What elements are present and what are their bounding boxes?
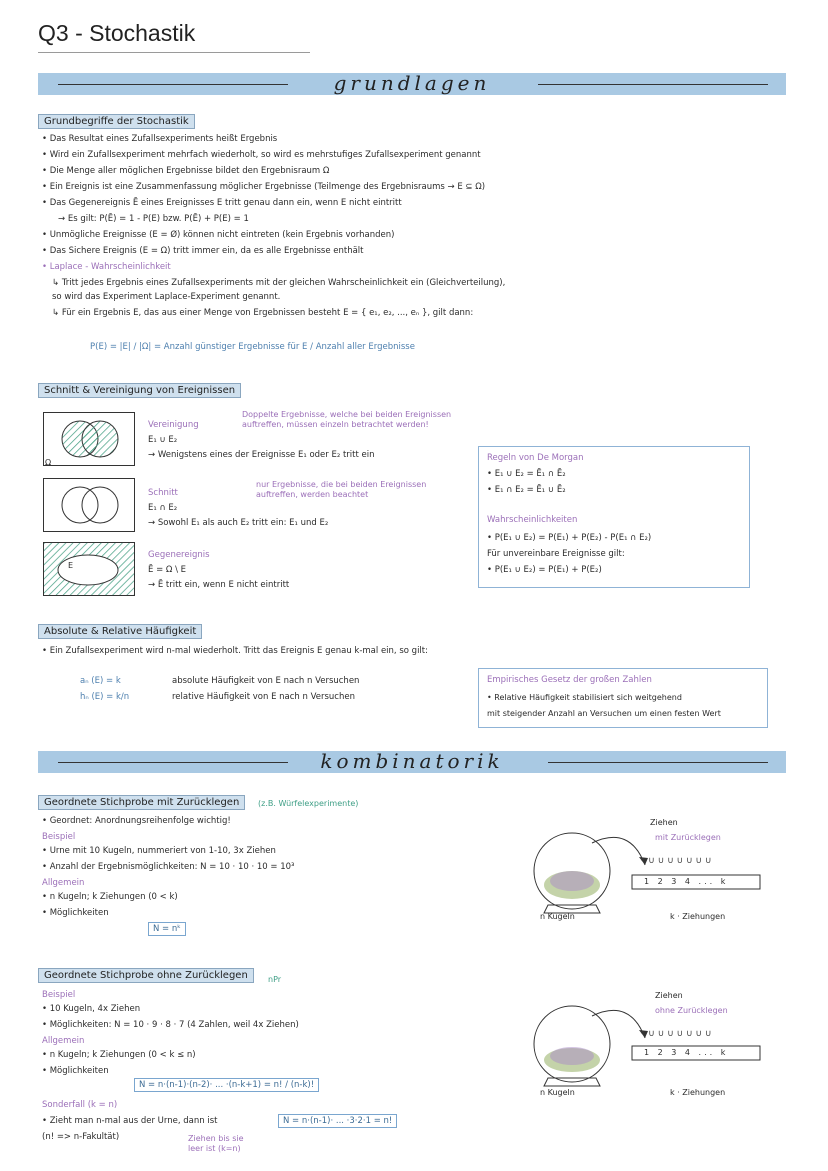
ohne-list [42, 990, 299, 1082]
list-item: • Unmögliche Ereignisse (E = Ø) können nicht eintreten (kein Ergebnis vorhanden) [42, 230, 395, 240]
abs-desc: absolute Häufigkeit von E nach n Versuchen [172, 676, 360, 686]
n-kugeln-label: n Kugeln [540, 1088, 575, 1097]
ohne-zuruecklegen-heading: Geordnete Stichprobe ohne Zurücklegen [38, 968, 254, 983]
haeufigkeit-intro: • Ein Zufallsexperiment wird n-mal wiederholt. Tritt das Ereignis E genau k-mal ein, so gilt: [42, 646, 428, 656]
morgan-rule: • E₁ ∪ E₂ = Ē₁ ∩ Ē₂ [487, 469, 566, 479]
e-label: E [68, 561, 74, 570]
mit-formula: N = nᵏ [148, 922, 186, 936]
venn-intersection-svg [44, 479, 134, 531]
sonderfall-formula: N = n·(n-1)· ... ·3·2·1 = n! [278, 1114, 397, 1128]
venn-union-svg [44, 413, 134, 465]
sonderfall-line: (n! => n-Fakultät) [42, 1132, 120, 1142]
list-item: • n Kugeln; k Ziehungen (0 < k ≤ n) [42, 1050, 196, 1060]
mit-heading-note: (z.B. Würfelexperimente) [258, 799, 359, 808]
list-item: • n Kugeln; k Ziehungen (0 < k) [42, 892, 178, 902]
urn-svg [520, 988, 780, 1103]
banner-title: grundlagen [333, 71, 491, 95]
schnitt-expr: E₁ ∩ E₂ [148, 503, 178, 513]
list-item: • Möglichkeiten: N = 10 · 9 · 8 · 7 (4 Zahlen, weil 4x Ziehen) [42, 1020, 299, 1030]
morgan-title: Regeln von De Morgan [487, 453, 584, 463]
list-item: • Geordnet: Anordnungsreihenfolge wichtig! [42, 816, 231, 826]
urn-diagram-mit [520, 815, 780, 930]
page-title: Q3 - Stochastik [38, 20, 196, 46]
list-item: • Möglichkeiten [42, 908, 109, 918]
mit-list [42, 816, 294, 924]
vereinigung-note: Doppelte Ergebnisse, welche bei beiden Ereignissen auftreffen, müssen einzeln betrachtet werden! [242, 410, 452, 429]
morgan-rule: • E₁ ∩ E₂ = Ē₁ ∪ Ē₂ [487, 485, 566, 495]
grundbegriffe-heading: Grundbegriffe der Stochastik [38, 114, 195, 129]
sonderfall-note-line: Ziehen bis sie [188, 1134, 244, 1143]
empir-title: Empirisches Gesetz der großen Zahlen [487, 675, 652, 685]
schnitt-note: nur Ergebnisse, die bei beiden Ereignissen auftreffen, werden beachtet [256, 480, 427, 499]
rel-desc: relative Häufigkeit von E nach n Versuchen [172, 692, 355, 702]
venn-union-diagram [43, 412, 135, 466]
k-ziehungen-label: k · Ziehungen [670, 912, 726, 921]
schnitt-title: Schnitt [148, 488, 178, 498]
sonderfall-title: Sonderfall (k = n) [42, 1100, 118, 1110]
list-item: so wird das Experiment Laplace-Experiment genannt. [52, 292, 281, 302]
list-item: • Urne mit 10 Kugeln, nummeriert von 1-10, 3x Ziehen [42, 846, 276, 856]
abs-formula: aₙ (E) = k [80, 676, 121, 686]
banner-title: kombinatorik [320, 749, 504, 773]
venn-complement-svg [44, 543, 134, 595]
k-ziehungen-label: k · Ziehungen [670, 1088, 726, 1097]
laplace-formula: P(E) = |E| / |Ω| = Anzahl günstiger Ergebnisse für E / Anzahl aller Ergebnisse [90, 342, 415, 352]
wahr-title: Wahrscheinlichkeiten [487, 515, 578, 525]
list-item: ↳ Für ein Ergebnis E, das aus einer Menge von Ergebnissen besteht E = { e₁, e₂, ..., eₙ }, gilt dann: [52, 308, 474, 318]
list-item: Allgemein [42, 878, 85, 888]
sonderfall-note-line: leer ist (k=n) [188, 1144, 241, 1153]
sonderfall-note [188, 1134, 244, 1154]
list-item: Beispiel [42, 832, 76, 842]
list-item: Allgemein [42, 1036, 85, 1046]
gegen-desc: → Ē tritt ein, wenn E nicht eintritt [148, 580, 290, 590]
diagram-subtitle: mit Zurücklegen [655, 833, 721, 842]
grundbegriffe-list [42, 134, 505, 324]
rel-formula: hₙ (E) = k/n [80, 692, 130, 702]
title-underline [38, 52, 310, 53]
diagram-title: Ziehen [650, 818, 678, 827]
gegen-expr: Ē = Ω \ E [148, 565, 187, 575]
vereinigung-title: Vereinigung [148, 420, 199, 430]
de-morgan-box [478, 446, 750, 588]
list-item: • Wird ein Zufallsexperiment mehrfach wiederholt, so wird es mehrstufiges Zufallsexperiment genannt [42, 150, 481, 160]
schnitt-desc: → Sowohl E₁ als auch E₂ tritt ein: E₁ und E₂ [148, 518, 329, 528]
list-item: • Ein Ereignis ist eine Zusammenfassung möglicher Ergebnisse (Teilmenge des Ergebnisraums → E ⊆ Ω) [42, 182, 486, 192]
empir-line: mit steigender Anzahl an Versuchen um einen festen Wert [487, 709, 721, 718]
ohne-heading-note: nPr [268, 975, 282, 984]
n-kugeln-label: n Kugeln [540, 912, 575, 921]
gegen-title: Gegenereignis [148, 550, 210, 560]
schnitt-heading: Schnitt & Vereinigung von Ereignissen [38, 383, 241, 398]
sonderfall-line: • Zieht man n-mal aus der Urne, dann ist [42, 1116, 218, 1126]
vereinigung-desc: → Wenigstens eines der Ereignisse E₁ oder E₂ tritt ein [148, 450, 375, 460]
list-item: → Es gilt: P(Ē) = 1 - P(E) bzw. P(Ē) + P(E) = 1 [58, 214, 249, 224]
empirisches-gesetz-box [478, 668, 768, 728]
section-banner-grundlagen [38, 73, 786, 95]
diagram-subtitle: ohne Zurücklegen [655, 1006, 728, 1015]
venn-intersection-diagram [43, 478, 135, 532]
list-item: Beispiel [42, 990, 76, 1000]
wahr-rule: • P(E₁ ∪ E₂) = P(E₁) + P(E₂) [487, 565, 602, 575]
diagram-title: Ziehen [655, 991, 683, 1000]
omega-label: Ω [45, 458, 52, 467]
ohne-formula: N = n·(n-1)·(n-2)· ... ·(n-k+1) = n! / (n-k)! [134, 1078, 319, 1092]
diagram-slots: 1 2 3 4 ... k [644, 877, 729, 886]
list-item: • Das Sichere Ereignis (E = Ω) tritt immer ein, da es alle Ergebnisse enthält [42, 246, 364, 256]
list-item: • Das Resultat eines Zufallsexperiments heißt Ergebnis [42, 134, 278, 144]
vereinigung-expr: E₁ ∪ E₂ [148, 435, 178, 445]
list-item: • Die Menge aller möglichen Ergebnisse bildet den Ergebnisraum Ω [42, 166, 330, 176]
urn-diagram-ohne [520, 988, 780, 1103]
list-item: • Anzahl der Ergebnismöglichkeiten: N = 10 · 10 · 10 = 10³ [42, 862, 295, 872]
diagram-slots: 1 2 3 4 ... k [644, 1048, 729, 1057]
svg-text:◦ ∪ ∪ ∪ ∪ ∪ ∪ ∪: ◦ ∪ ∪ ∪ ∪ ∪ ∪ ∪ [640, 856, 712, 866]
venn-complement-diagram [43, 542, 135, 596]
list-item: • Möglichkeiten [42, 1066, 109, 1076]
list-item: • 10 Kugeln, 4x Ziehen [42, 1004, 141, 1014]
section-banner-kombinatorik [38, 751, 786, 773]
mit-zuruecklegen-heading: Geordnete Stichprobe mit Zurücklegen [38, 795, 245, 810]
list-item: • Laplace - Wahrscheinlichkeit [42, 262, 171, 272]
list-item: ↳ Tritt jedes Ergebnis eines Zufallsexperiments mit der gleichen Wahrscheinlichkeit ein (Gleichverteilung), [52, 278, 506, 288]
empir-line: • Relative Häufigkeit stabilisiert sich weitgehend [487, 693, 682, 702]
svg-text:◦ ∪ ∪ ∪ ∪ ∪ ∪ ∪: ◦ ∪ ∪ ∪ ∪ ∪ ∪ ∪ [640, 1029, 712, 1039]
wahr-rule: • P(E₁ ∪ E₂) = P(E₁) + P(E₂) - P(E₁ ∩ E₂) [487, 533, 652, 543]
gegen-text [148, 550, 289, 595]
haeufigkeit-heading: Absolute & Relative Häufigkeit [38, 624, 202, 639]
wahr-rule: Für unvereinbare Ereignisse gilt: [487, 549, 625, 559]
list-item: • Das Gegenereignis Ē eines Ereignisses E tritt genau dann ein, wenn E nicht eintritt [42, 198, 402, 208]
